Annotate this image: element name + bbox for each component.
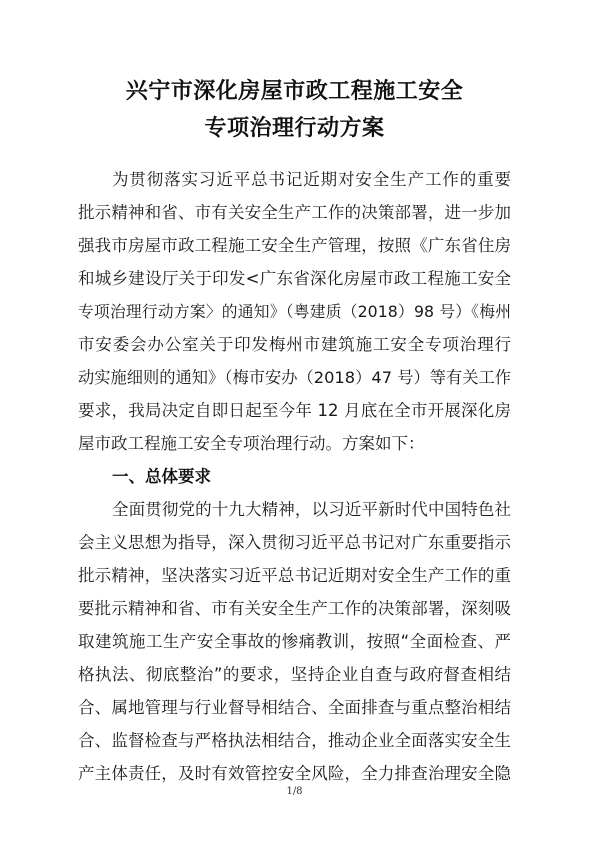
paragraph-line: 产主体责任，及时有效管控安全风险，全力排查治理安全隐 [78, 764, 511, 783]
paragraph-line: 取建筑施工生产安全事故的惨痛教训，按照“全面检查、严 [78, 632, 511, 651]
paragraph-line: 为贯彻落实习近平总书记近期对安全生产工作的重要 [112, 170, 511, 189]
paragraph-line: 格执法、彻底整治”的要求，坚持企业自查与政府督查相结 [78, 665, 511, 684]
paragraph-line: 强我市房屋市政工程施工安全生产管理，按照《广东省住房 [78, 236, 511, 255]
section-heading: 一、总体要求 [112, 467, 211, 486]
document-title-line2: 专项治理行动方案 [204, 115, 385, 141]
paragraph-line: 要求，我局决定自即日起至今年 12 月底在全市开展深化房 [78, 401, 511, 420]
paragraph-line: 市安委会办公室关于印发梅州市建筑施工安全专项治理行 [78, 335, 511, 354]
paragraph-line: 合、属地管理与行业督导相结合、全面排查与重点整治相结 [78, 698, 511, 717]
paragraph-line: 动实施细则的通知》（梅市安办（2018）47 号）等有关工作 [78, 368, 511, 387]
document-title-line1: 兴宁市深化房屋市政工程施工安全 [125, 78, 464, 104]
paragraph-line: 批示精神，坚决落实习近平总书记近期对安全生产工作的重 [78, 566, 511, 585]
paragraph-line: 会主义思想为指导，深入贯彻习近平总书记对广东重要指示 [78, 533, 511, 552]
page-number: 1/8 [286, 786, 303, 797]
paragraph-line: 批示精神和省、市有关安全生产工作的决策部署，进一步加 [78, 203, 511, 222]
paragraph-line: 屋市政工程施工安全专项治理行动。方案如下： [78, 434, 425, 453]
paragraph-line: 全面贯彻党的十九大精神，以习近平新时代中国特色社 [112, 500, 511, 519]
paragraph-line: 专项治理行动方案〉的通知》（粤建质（2018）98 号）《梅州 [78, 302, 511, 321]
paragraph-line: 要批示精神和省、市有关安全生产工作的决策部署，深刻吸 [78, 599, 511, 618]
paragraph-line: 合、监督检查与严格执法相结合，推动企业全面落实安全生 [78, 731, 511, 750]
paragraph-line: 和城乡建设厅关于印发<广东省深化房屋市政工程施工安全 [78, 269, 511, 288]
